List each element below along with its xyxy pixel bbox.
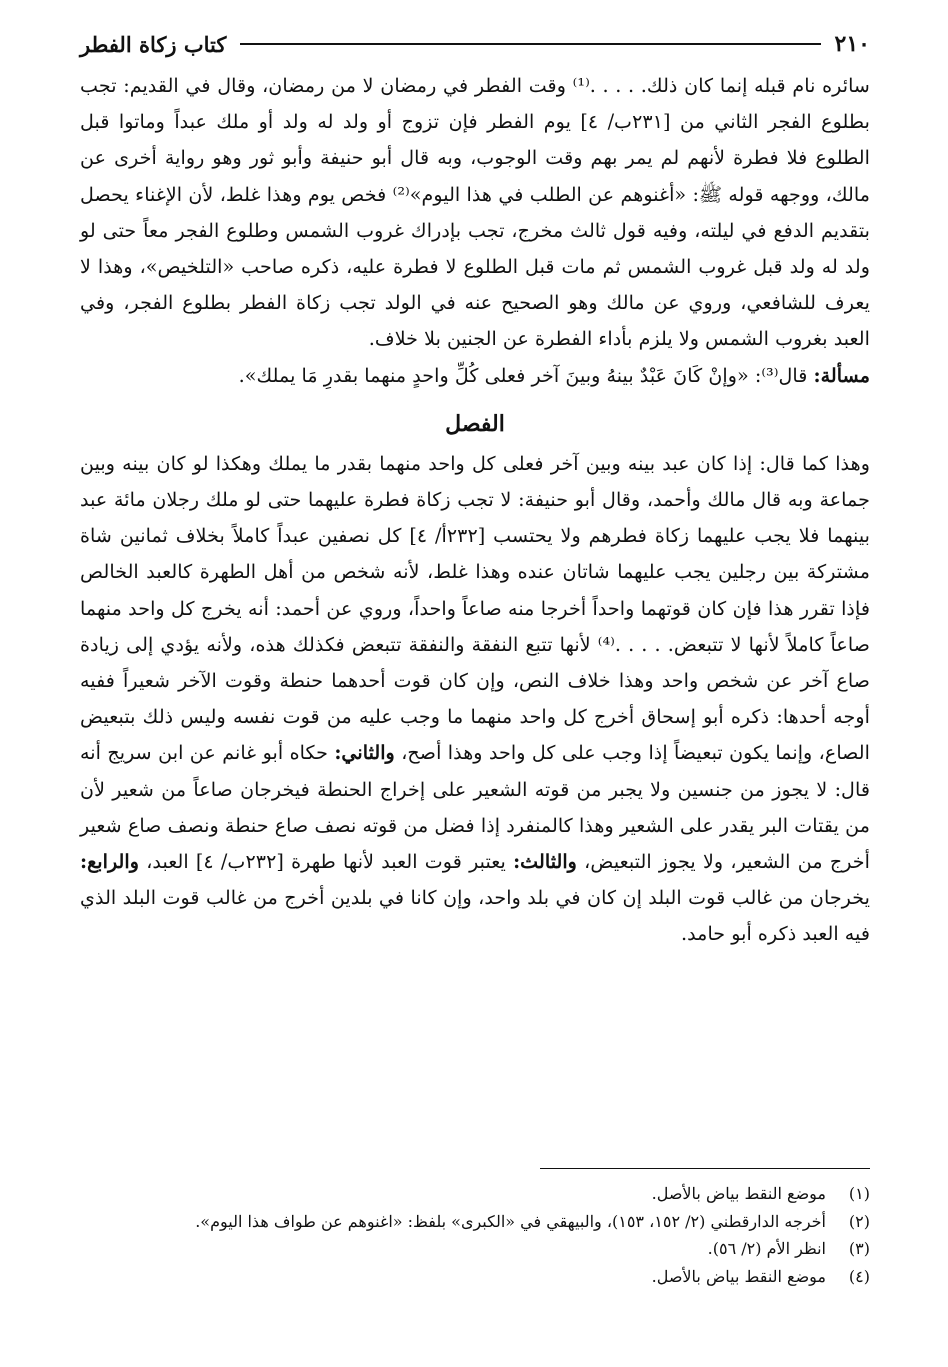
paragraph-2-part-a: وهذا كما قال: إذا كان عبد بينه وبين آخر فعلى كل واحد منهما بقدر ما يملك وهكذا لو كان بينه وبين جماعة وبه قال مالك وأحمد، وقال أبو حنيفة: لا تجب زكاة فطرة عليهما حتى لو ملك رجلان مائة عبد بينهما فلا يجب عليهما زكاة فطرهم ولا يحتسب [٢٣٢أ/ ٤] كل نصفين عبداً كاملاً بخلاف ثمانين شاة مشتركة بين رجلين يجب عليهما شاتان عنده وهذا غلط، لأنه شخص من أهل الطهرة كالعبد الخالص فإذا تقرر هذا فإن كان قوتهما واحداً أخرجا منه صاعاً واحداً، وروي عن أحمد: أنه يخرج كل واحد منهما صاعاً كاملاً لأنها لا تتبعض. . . . .⁽⁴⁾ لأنها تتبع النفقة والنفقة تتبعض فكذلك هذه، ولأنه يؤدي إلى زيادة صاع آخر عن شخص واحد وهذا خلاف النص، وإن كان قوت أحدهما حنطة وقوت الآخر شعيراً ففيه أوجه أحدها: ذكره أبو إسحاق أخرج كل واحد منهما ما وجب عليه من قوت نفسه وليس ذلك بتبعيض الصاع، وإنما يكون تبعيضاً إذا وجب على كل واحد وهذا أصح، xyxy=(80,451,870,765)
main-text xyxy=(80,68,870,953)
label-fourth: والرابع: xyxy=(80,850,139,874)
label-second: والثاني: xyxy=(334,741,395,765)
footnote-separator xyxy=(540,1168,870,1169)
masala-label: مسألة: xyxy=(813,363,870,387)
paragraph-2-part-d: يخرجان من غالب قوت البلد إن كان في بلد واحد، وإن كانا في بلدين أخرج من غالب قوت البلد الذي فيه العبد ذكره أبو حامد. xyxy=(80,886,870,946)
footnote-text: أخرجه الدارقطني (٢/ ١٥٢، ١٥٣)، والبيهقي في «الكبرى» بلفظ: «اغنوهم عن طواف هذا اليوم». xyxy=(195,1211,826,1231)
chapter-title: كتاب زكاة الفطر xyxy=(80,31,227,57)
footnotes xyxy=(80,1180,870,1290)
book-page xyxy=(80,0,870,1367)
footnote-number: (١) xyxy=(848,1184,870,1203)
footnote-text: موضع النقط بياض بالأصل. xyxy=(651,1184,826,1203)
paragraph-2-part-b: حكاه أبو غانم عن ابن سريج أنه قال: لا يجوز من جنسين ولا يجبر من قوته الشعير على إخراج الحنطة فيخرجان صاعاً من شعير لأن من يقتات البر يقدر على الشعير وهذا كالمنفرد إذا فضل من قوته نصف صاع حنطة ونصف صاع شعير أخرج من الشعير، ولا يجوز التبعيض، xyxy=(80,741,870,874)
footnote-text: انظر الأم (٢/ ٥٦). xyxy=(707,1239,826,1258)
footnote-number: (٤) xyxy=(848,1266,870,1286)
footnote-text: موضع النقط بياض بالأصل. xyxy=(651,1266,826,1286)
masala-line xyxy=(80,358,870,394)
footnote-number: (٣) xyxy=(848,1239,870,1258)
label-third: والثالث: xyxy=(513,850,577,874)
footnote xyxy=(80,1235,870,1263)
footnote xyxy=(80,1263,870,1291)
footnote-number: (٢) xyxy=(848,1211,870,1231)
paragraph-2 xyxy=(80,446,870,953)
header-rule xyxy=(240,43,820,45)
paragraph-2-part-c: يعتبر قوت العبد لأنها طهرة [٢٣٢ب/ ٤] العبد، xyxy=(139,850,514,874)
footnote xyxy=(80,1180,870,1208)
page-number: ٢١٠ xyxy=(834,31,870,57)
page-header xyxy=(80,26,870,62)
masala-text: قال⁽³⁾: «وإنْ كَانَ عَبْدٌ بينهُ وبينَ آخر فعلى كُلِّ واحدٍ منهما بقدرِ مَا يملك». xyxy=(238,363,814,387)
section-heading: الفصل xyxy=(445,410,505,437)
paragraph-1: سائره نام قبله إنما كان ذلك. . . . .⁽¹⁾ وقت الفطر في رمضان لا من رمضان، وقال في القديم: تجب بطلوع الفجر الثاني من [٢٣١ب/ ٤] يوم الفطر فإن تزوج أو ولد له ولد أو ملك عبداً وماتوا قبل الطلوع فلا فطرة لأنهم لم يمر بهم وقت الوجوب، وبه قال أبو حنيفة وأبو ثور وهو رواية أخرى عن مالك، ووجهه قوله ﷺ: «أغنوهم عن الطلب في هذا اليوم»⁽²⁾ فخص يوم وهذا غلط، لأن الإغناء يحصل بتقديم الدفع في ليلته، وفيه قول ثالث مخرج، تجب بإدراك غروب الشمس وطلوع الفجر معاً حتى لو ولد له ولد قبل غروب الشمس ثم مات قبل الطلوع لا فطرة عليه، ذكره صاحب «التلخيص»، وهذا لا يعرف للشافعي، وروي عن مالك وهو الصحيح عنه في الولد تجب زكاة الفطر بطلوع الفجر، وفي العبد بغروب الشمس ولا يلزم بأداء الفطرة عن الجنين بلا خلاف. xyxy=(80,74,871,351)
footnote xyxy=(80,1208,870,1236)
